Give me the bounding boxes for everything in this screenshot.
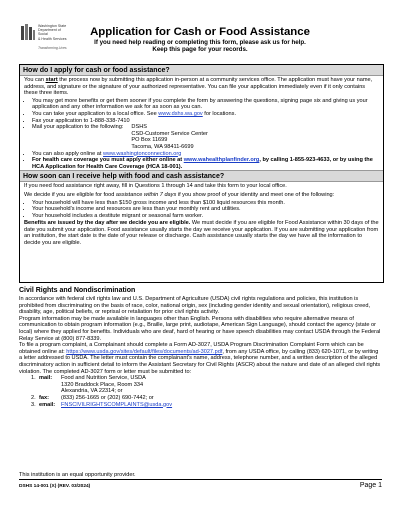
form-title: Application for Cash or Food Assistance xyxy=(90,26,310,38)
logo-text: Washington State Department of Social & Health Services xyxy=(38,24,67,41)
list-item: • You may get more benefits or get them sooner if you complete the form by answering the questions, signing page six and giving us your application and any other information we ask for as soon as you can. xyxy=(32,98,383,111)
list-item: • Your household will have less than $150 gross income and less than $100 liquid resources this month. xyxy=(32,200,383,207)
ad-3027-link[interactable]: https://www.usda.gov/sites/default/files/documents/ad-3027.pdf xyxy=(66,348,223,355)
apply-intro: You can start the process now by submitting this application in-person at a community services office. The application must have your name, address, and signature or the signature of your authorized representative. You can file your application immediately even if it only contains these three items. xyxy=(24,77,373,97)
info-box xyxy=(19,64,384,283)
logo-tagline: Transforming Lives xyxy=(38,46,67,50)
list-item: • Mail your application to the following: DSHS CSD-Customer Service Center PO Box 11699 Tacoma, WA 98411-6699 xyxy=(32,124,383,150)
section-heading-soon: How soon can I receive help with food and cash assistance? xyxy=(20,170,383,182)
civil-p2: Program information may be made available in languages other than English. Persons with disabilities who require alternative means of communication to obtain program information (e.g., Braille, large print, audiotape, American Sign Language), should contact the agency (state or local) where they applied for benefits. Individuals who are deaf, hard of hearing or have speech disabilities may contact USDA through the Federal Relay Service at (800) 877-8339. xyxy=(19,315,381,342)
equal-opportunity-note: This institution is an equal opportunity provider. xyxy=(19,472,136,478)
section-heading-apply: How do I apply for cash or food assistance? xyxy=(20,65,383,76)
civil-p3: To file a program complaint, a Complainant should complete a Form AD-3027, USDA Program Discrimination Complaint Form which can be obtained online at: https://www.usda.gov/sites/default/files/documents/ad-3027.pdf, from any USDA office, by calling (833) 620-1071, or by writing a letter addressed to USDA. The letter must contain the complainant's name, address, telephone number, and a written description of the alleged discriminatory action in sufficient detail to inform the Assistant Secretary for Civil Rights (ASCR) about the nature and date of an alleged civil rights violation. The completed AD-3027 form or letter must be submitted to: xyxy=(19,342,381,375)
washington-connection-link[interactable]: www.washingtonconnection.org xyxy=(103,150,182,157)
form-subtitle: If you need help reading or completing this form, please ask us for help. Keep this page for your records. xyxy=(94,39,306,54)
form-id: DSHS 14-001 (X) (REV. 03/2024) xyxy=(19,484,91,489)
list-item: • Fax your application to 1-888-338-7410 xyxy=(32,118,383,125)
soon-p1: If you need food assistance right away, fill in Questions 1 through 14 and take this form to your local office. xyxy=(24,183,287,190)
civil-rights-section xyxy=(19,287,382,408)
soon-p2: We decide if you are eligible for food assistance within 7 days if you show proof of your identity and meet one of the following: xyxy=(24,191,335,198)
complaint-fax: 2. fax: (833) 256-1665 or (202) 690-7442; or xyxy=(31,394,154,401)
civil-p1: In accordance with federal civil rights law and U.S. Department of Agriculture (USDA) civil rights regulations and policies, this institution is prohibited from discriminating on the basis of race, color, national origin, sex (including gender identity and sexual orientation), religious creed, disability, age, political beliefs, or reprisal or retaliation for prior civil rights activity. xyxy=(19,296,371,316)
dshs-link[interactable]: www.dshs.wa.gov xyxy=(158,110,203,117)
apply-list xyxy=(20,98,383,171)
footer-divider xyxy=(19,479,382,480)
soon-p3: Benefits are issued by the day after we decide you are eligible. We must decide if you are eligible for Food Assistance within 30 days of the date you submit your application. Food assistance usually starts the day we receive your application. If you are submitting your application from an institution, the start date is the date of your release or discharge. Cash assistance usually starts the day we have all the information to decide you are eligible. xyxy=(24,220,379,247)
list-item: • You can take your application to a local office. See www.dshs.wa.gov for locations. xyxy=(32,111,383,118)
list-item: • Your household includes a destitute migrant or seasonal farm worker. xyxy=(32,213,383,220)
page-number: Page 1 xyxy=(359,482,382,489)
civil-rights-heading: Civil Rights and Nondiscrimination xyxy=(19,287,136,294)
complaint-email: 3. email: FNSCIVILRIGHTSCOMPLAINTS@usda.gov xyxy=(31,401,173,408)
list-item: • You can also apply online at www.washingtonconnection.org xyxy=(32,151,383,158)
soon-list xyxy=(20,200,383,220)
complaint-email-link[interactable]: FNSCIVILRIGHTSCOMPLAINTS@usda.gov xyxy=(61,401,173,408)
list-item: • For health care coverage you must apply either online at www.wahealthplanfinder.org, by calling 1-855-923-4633, or by using the HCA Application for Health Care Coverage (HCA 18-001). xyxy=(32,157,383,170)
list-item: • Your household's income and resources are less than your monthly rent and utilities. xyxy=(32,206,383,213)
health-plan-finder-link[interactable]: www.wahealthplanfinder.org xyxy=(183,157,260,164)
complaint-mail: 1. mail: Food and Nutrition Service, USDA 1320 Braddock Place, Room 334 Alexandria, VA 22314; or xyxy=(31,375,146,395)
mailing-address: DSHS CSD-Customer Service Center PO Box 11699 Tacoma, WA 98411-6699 xyxy=(131,124,208,150)
